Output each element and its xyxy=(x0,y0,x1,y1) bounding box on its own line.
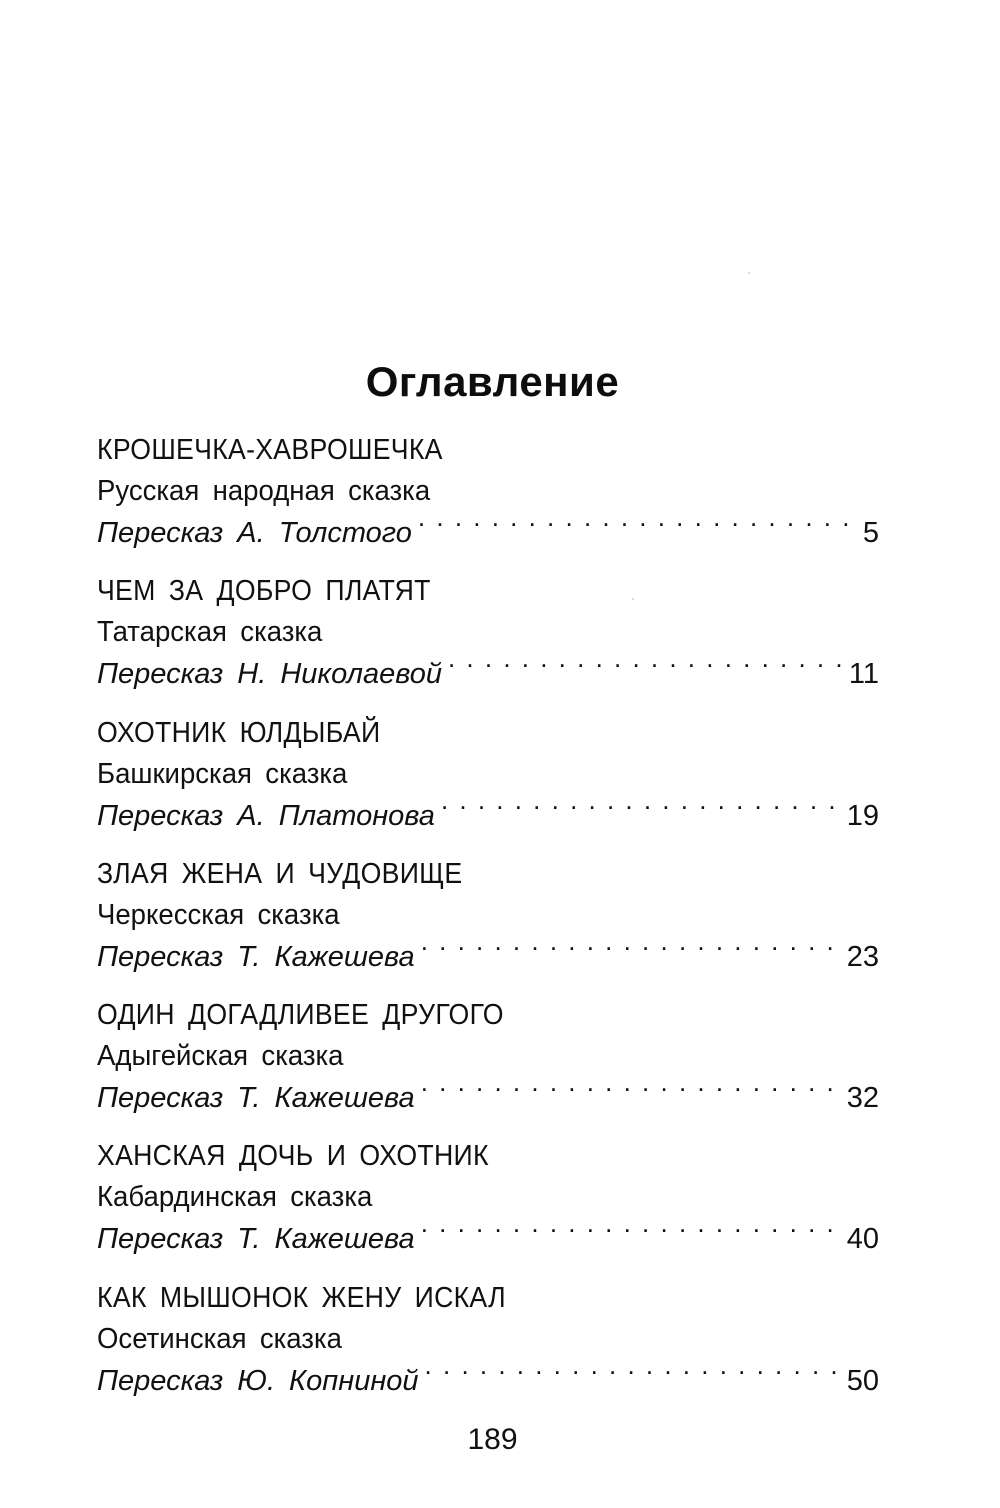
entry-origin: Черкесская сказка xyxy=(97,898,340,931)
page-reference[interactable]: 23 xyxy=(846,940,879,973)
dot-leader xyxy=(418,512,859,542)
entry-title: ХАНСКАЯ ДОЧЬ И ОХОТНИК xyxy=(97,1140,489,1173)
entry-title: ОДИН ДОГАДЛИВЕЕ ДРУГОГО xyxy=(97,999,504,1032)
entry-origin: Русская народная сказка xyxy=(97,475,431,507)
toc-entry[interactable] xyxy=(97,995,879,1136)
scan-speck xyxy=(748,272,750,274)
toc-entry[interactable] xyxy=(97,713,879,854)
entry-origin: Татарская сказка xyxy=(97,616,323,649)
page-reference[interactable]: 5 xyxy=(862,517,879,549)
toc-entry[interactable] xyxy=(97,430,879,571)
retelling-author: Пересказ Ю. Копниной xyxy=(97,1364,419,1397)
entry-retelling-line xyxy=(97,1077,879,1118)
dot-leader xyxy=(441,795,843,825)
table-of-contents xyxy=(97,430,879,1419)
retelling-author: Пересказ А. Толстого xyxy=(97,517,412,549)
entry-origin: Осетинская сказка xyxy=(97,1322,342,1355)
page-reference[interactable]: 19 xyxy=(846,799,879,832)
page-number: 189 xyxy=(467,1423,518,1456)
entry-retelling-line xyxy=(97,1218,879,1259)
toc-entry[interactable] xyxy=(97,1278,879,1419)
page-title: Оглавление xyxy=(365,358,620,406)
page-reference[interactable]: 32 xyxy=(846,1082,879,1115)
retelling-author: Пересказ Т. Кажешева xyxy=(97,1082,415,1115)
entry-retelling-line xyxy=(97,795,879,836)
toc-entry[interactable] xyxy=(97,854,879,995)
toc-entry[interactable] xyxy=(97,1136,879,1277)
entry-title: ОХОТНИК ЮЛДЫБАЙ xyxy=(97,716,381,749)
entry-title: ЧЕМ ЗА ДОБРО ПЛАТЯТ xyxy=(97,575,431,608)
entry-origin: Адыгейская сказка xyxy=(97,1040,344,1073)
entry-title: КАК МЫШОНОК ЖЕНУ ИСКАЛ xyxy=(97,1281,506,1314)
dot-leader xyxy=(421,1218,843,1248)
entry-origin: Кабардинская сказка xyxy=(97,1181,373,1214)
dot-leader xyxy=(421,1077,843,1107)
dot-leader xyxy=(421,936,843,966)
entry-retelling-line xyxy=(97,936,879,977)
retelling-author: Пересказ Т. Кажешева xyxy=(97,1223,415,1256)
entry-retelling-line xyxy=(97,1360,879,1401)
entry-retelling-line xyxy=(97,512,879,553)
dot-leader xyxy=(448,653,845,683)
retelling-author: Пересказ А. Платонова xyxy=(97,799,435,832)
page-reference[interactable]: 11 xyxy=(848,658,879,691)
page-reference[interactable]: 50 xyxy=(846,1364,879,1397)
toc-entry[interactable] xyxy=(97,571,879,712)
retelling-author: Пересказ Н. Николаевой xyxy=(97,658,442,691)
dot-leader xyxy=(425,1360,843,1390)
entry-retelling-line xyxy=(97,653,879,694)
entry-origin: Башкирская сказка xyxy=(97,757,348,790)
entry-title: ЗЛАЯ ЖЕНА И ЧУДОВИЩЕ xyxy=(97,857,463,890)
retelling-author: Пересказ Т. Кажешева xyxy=(97,940,415,973)
entry-title: КРОШЕЧКА-ХАВРОШЕЧКА xyxy=(97,434,443,466)
page-reference[interactable]: 40 xyxy=(846,1223,879,1256)
